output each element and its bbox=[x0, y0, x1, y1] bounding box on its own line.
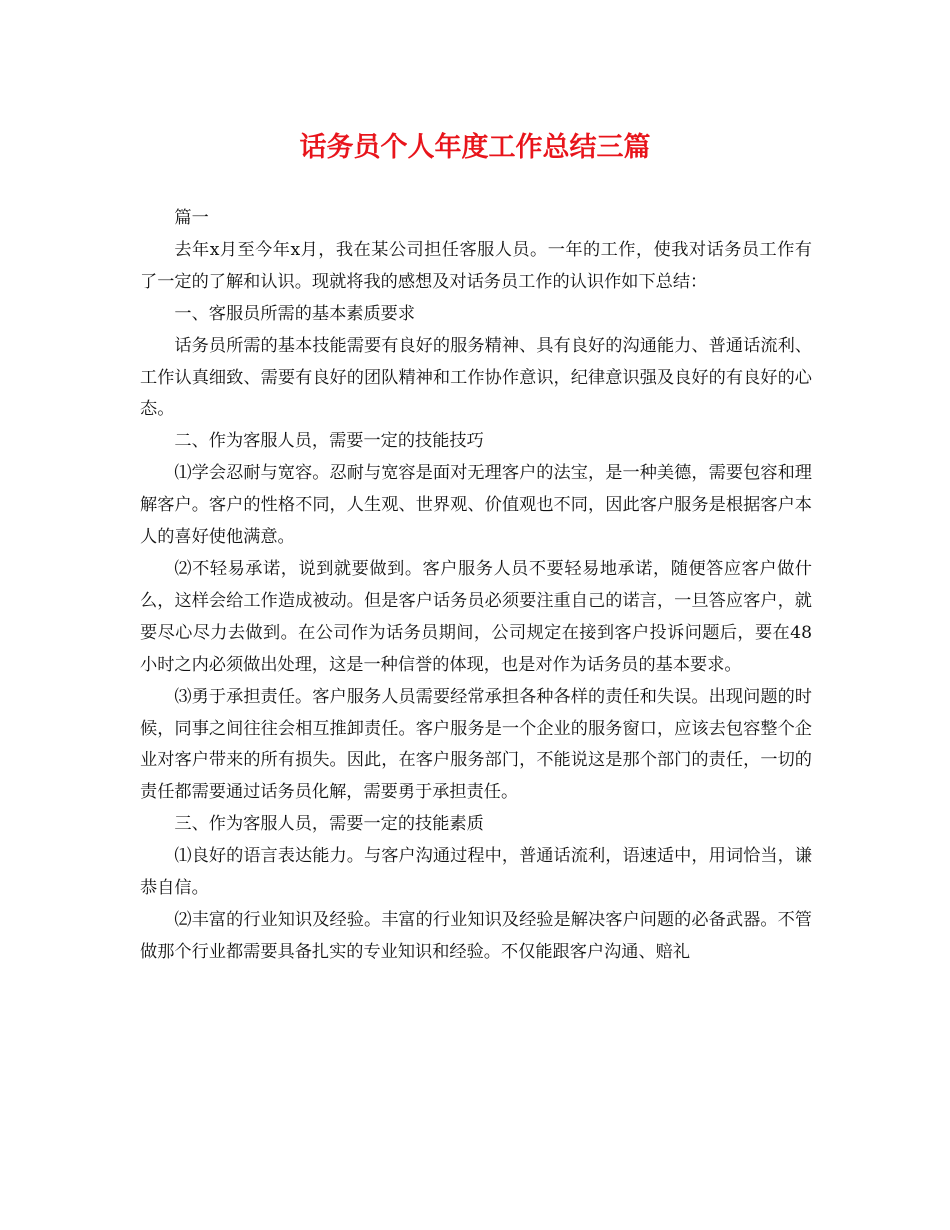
body-paragraph: ⑶勇于承担责任。客户服务人员需要经常承担各种各样的责任和失误。出现问题的时候，同事之间往往会相互推卸责任。客户服务是一个企业的服务窗口，应该去包容整个企业对客户带来的所有损失。因此，在客户服务部门，不能说这是那个部门的责任，一切的责任都需要通过话务员化解，需要勇于承担责任。 bbox=[140, 686, 812, 803]
body-paragraph: ⑴学会忍耐与宽容。忍耐与宽容是面对无理客户的法宝，是一种美德，需要包容和理解客户。客户的性格不同，人生观、世界观、价值观也不同，因此客户服务是根据客户本人的喜好使他满意。 bbox=[140, 463, 812, 548]
body-paragraph: 话务员所需的基本技能需要有良好的服务精神、具有良好的沟通能力、普通话流利、工作认真细致、需要有良好的团队精神和工作协作意识，纪律意识强及良好的有良好的心态。 bbox=[140, 335, 812, 420]
section-heading: 篇一 bbox=[174, 208, 209, 228]
body-paragraph: 去年x月至今年x月，我在某公司担任客服人员。一年的工作，使我对话务员工作有了一定的了解和认识。现就将我的感想及对话务员工作的认识作如下总结： bbox=[140, 239, 812, 292]
body-paragraph: ⑵丰富的行业知识及经验。丰富的行业知识及经验是解决客户问题的必备武器。不管做那个行业都需要具备扎实的专业知识和经验。不仅能跟客户沟通、赔礼 bbox=[140, 909, 812, 962]
document-body bbox=[140, 203, 812, 969]
body-paragraph: ⑵不轻易承诺，说到就要做到。客户服务人员不要轻易地承诺，随便答应客户做什么，这样会给工作造成被动。但是客户话务员必须要注重自己的诺言，一旦答应客户，就要尽心尽力去做到。在公司作为话务员期间，公司规定在接到客户投诉问题后，要在48小时之内必须做出处理，这是一种信誉的体现，也是对作为话务员的基本要求。 bbox=[140, 558, 812, 675]
document-title: 话务员个人年度工作总结三篇 bbox=[299, 132, 651, 163]
body-paragraph: ⑴良好的语言表达能力。与客户沟通过程中，普通话流利，语速适中，用词恰当，谦恭自信。 bbox=[140, 846, 812, 899]
section-heading: 二、作为客服人员，需要一定的技能技巧 bbox=[174, 431, 484, 452]
section-heading: 一、客服员所需的基本素质要求 bbox=[174, 303, 416, 324]
section-heading: 三、作为客服人员，需要一定的技能素质 bbox=[174, 814, 484, 835]
